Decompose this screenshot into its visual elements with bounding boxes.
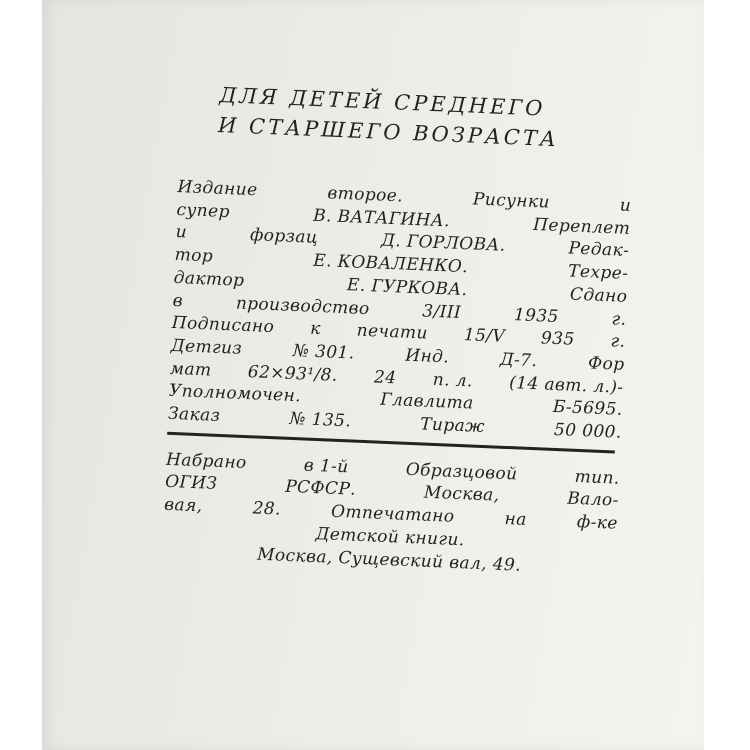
imprint-word: и [619, 195, 632, 216]
imprint-word: Детгиз [170, 335, 243, 359]
imprint-word: п. л. [432, 369, 474, 392]
imprint-word: Д-7. [499, 349, 538, 372]
imprint-word: г. [611, 308, 627, 330]
imprint-word: Издание [177, 176, 258, 201]
imprint-word: Тираж [419, 414, 486, 438]
printer-word: Вало- [566, 489, 620, 512]
imprint-word: мат [169, 358, 212, 381]
printer-word: на [504, 509, 528, 531]
printer-word: Образцовой [405, 459, 518, 485]
imprint-word: Б-5695. [552, 397, 624, 421]
printer-center-line: Москва, Сущевский вал, 49. [256, 544, 522, 577]
imprint-word: 1935 [513, 304, 560, 327]
imprint-word: Д. ГОРЛОВА. [380, 230, 506, 257]
imprint-word: 15/V [463, 325, 506, 348]
imprint-word: (14 авт. л.)- [508, 372, 624, 398]
printer-word: РСФСР. [284, 477, 357, 501]
imprint-word: Редак- [568, 238, 630, 262]
printer-word: ОГИЗ [164, 472, 218, 495]
imprint-word: Уполномочен. [168, 381, 302, 407]
imprint-word: 24 [373, 367, 397, 388]
imprint-word: дактор [173, 267, 245, 291]
imprint-word: Главлита [379, 390, 474, 414]
imprint-word: 935 [540, 328, 576, 350]
printer-word: ф-ке [576, 512, 619, 534]
imprint-word: № 301. [292, 340, 355, 364]
imprint-word: форзац [249, 225, 319, 249]
imprint-word: Рисунки [472, 189, 551, 213]
imprint-word: тор [174, 245, 214, 267]
imprint-word: 3/III [421, 300, 462, 323]
imprint-word: Заказ [167, 403, 221, 427]
imprint-word: В. ВАТАГИНА. [312, 205, 451, 232]
imprint-word: г. [610, 331, 626, 353]
printer-word: Отпечатано [330, 501, 455, 528]
imprint-word: к [309, 318, 322, 340]
imprint-word: Инд. [404, 345, 450, 368]
imprint-word: и [175, 222, 188, 243]
imprint-word: производство [235, 293, 370, 319]
imprint-word: 50 000. [553, 420, 623, 443]
imprint-word: Переплет [532, 214, 631, 239]
printer-word: 28. [252, 498, 282, 520]
imprint-block [162, 176, 632, 583]
audience-line-2: И СТАРШЕГО ВОЗРАСТА [217, 112, 560, 152]
printer-word: Москва, [423, 483, 500, 507]
imprint-word: Сдано [569, 284, 628, 307]
imprint-word: 62×93¹/8. [247, 361, 339, 386]
imprint-word: печати [356, 320, 429, 344]
imprint-word: № 135. [289, 408, 352, 432]
imprint-word: Е. ГУРКОВА. [346, 274, 468, 301]
imprint-word: в [172, 290, 184, 311]
imprint-word: Фор [587, 353, 625, 375]
printer-center-line: Детской книги. [315, 523, 465, 551]
imprint-lines [168, 176, 632, 445]
imprint-word: супер [176, 199, 231, 222]
printer-word: вая, [163, 494, 203, 517]
printer-word: в 1-й [303, 455, 350, 478]
printer-word: тип. [574, 466, 621, 489]
imprint-word: второе. [327, 183, 404, 207]
imprint-word: Е. КОВАЛЕНКО. [312, 250, 469, 278]
imprint-word: Техре- [567, 261, 629, 285]
audience-line-1: ДЛЯ ДЕТЕЙ СРЕДНЕГО [218, 82, 546, 121]
imprint-word: Подписано [171, 313, 275, 338]
printer-word: Набрано [165, 449, 248, 473]
